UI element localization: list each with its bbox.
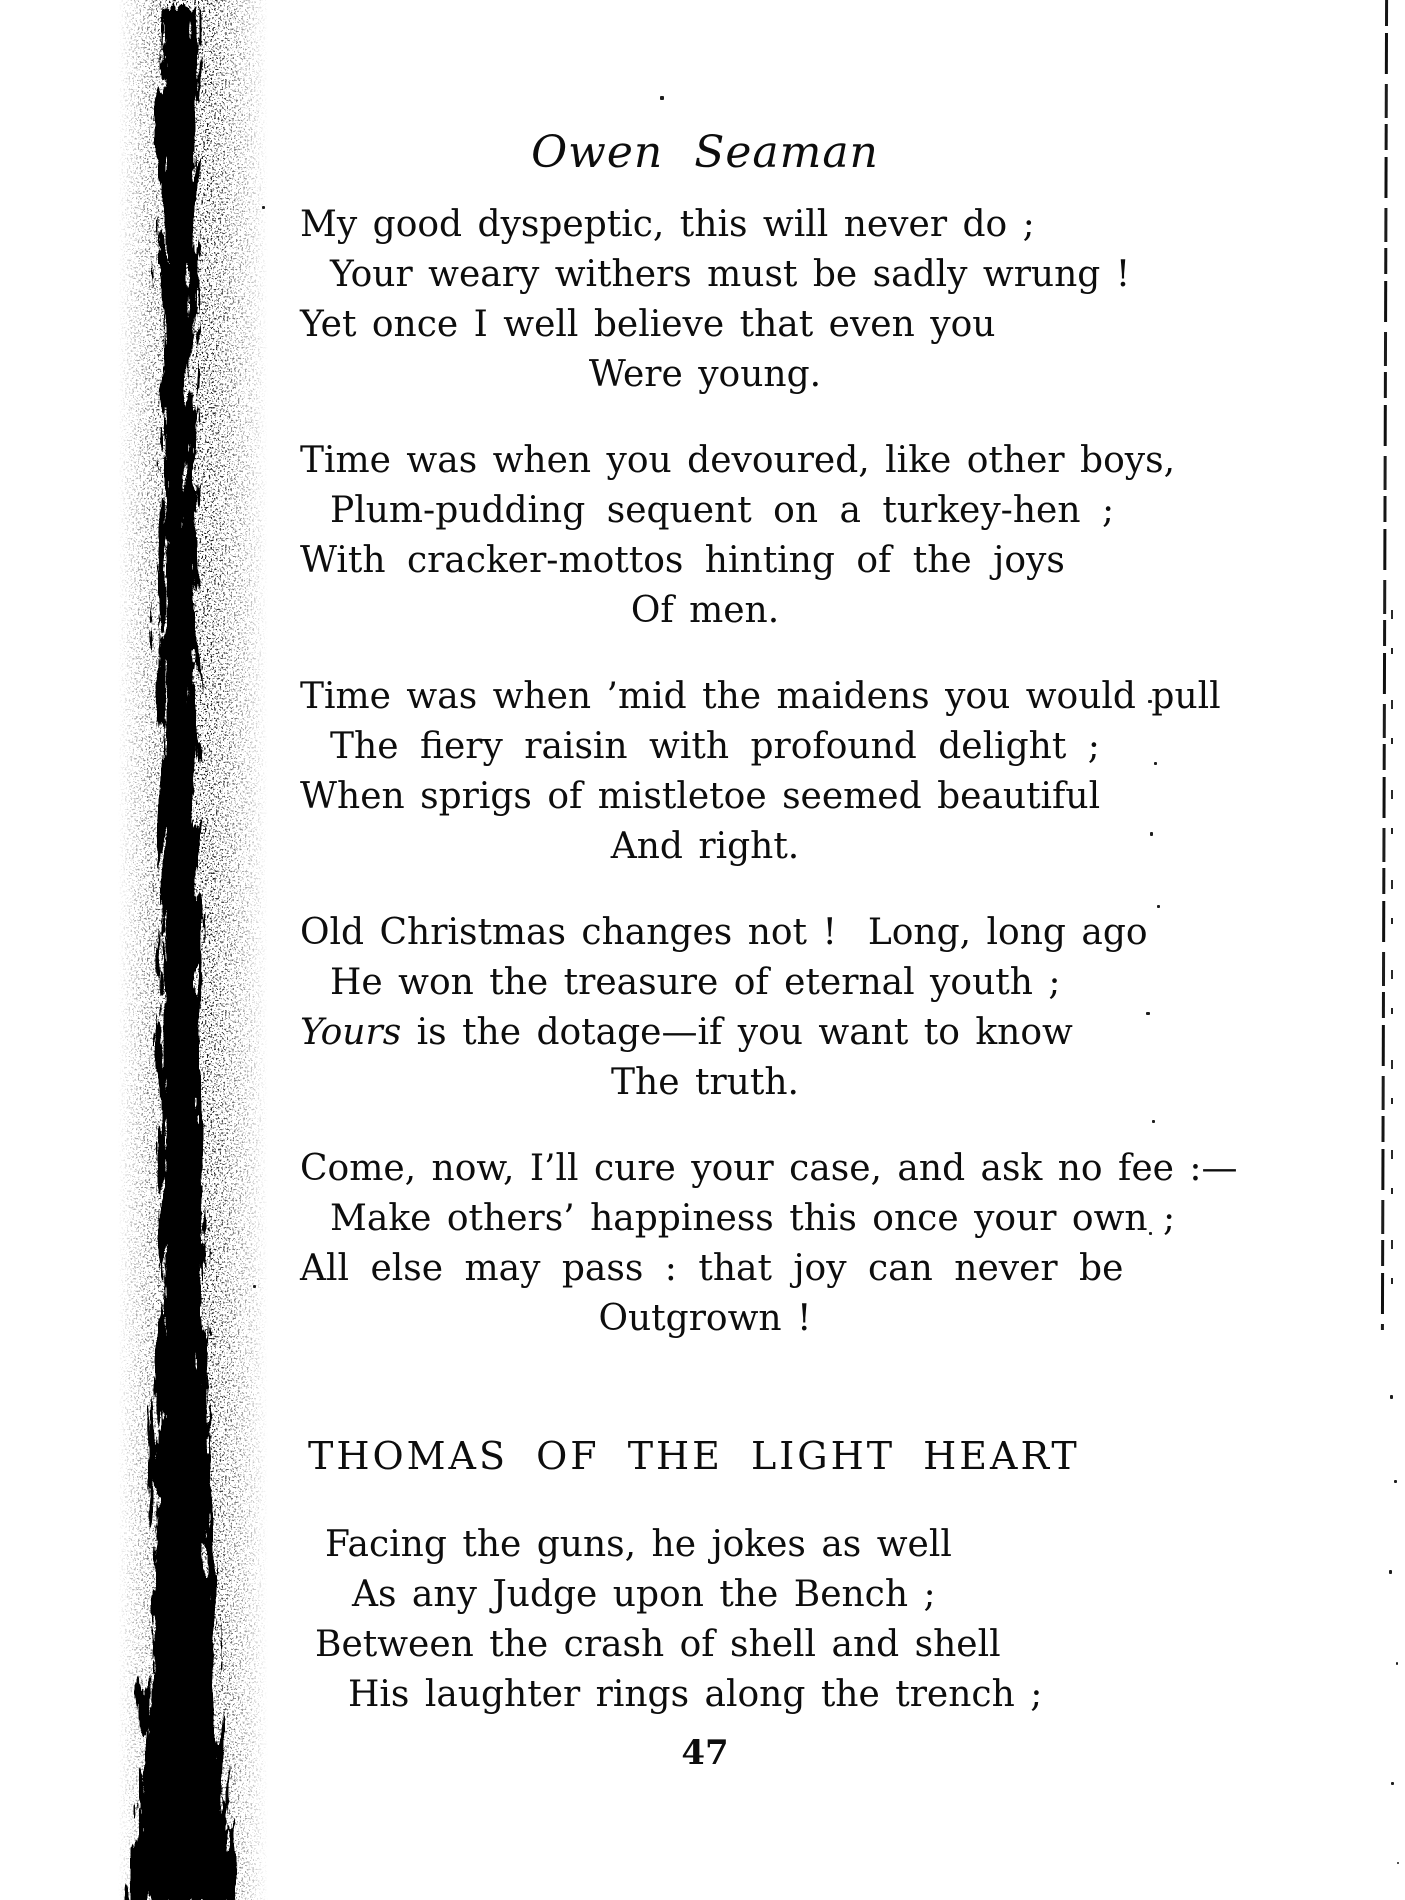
poem-line: Make others’ happiness this once your own ; — [330, 1198, 1176, 1239]
text-column — [300, 125, 1238, 1778]
poem-line: All else may pass : that joy can never be — [300, 1248, 1124, 1289]
italic-word: Yours — [300, 1012, 402, 1053]
poem-line: Come, now, I’ll cure your case, and ask no fee :— — [300, 1148, 1238, 1189]
poem-line: Outgrown ! — [598, 1298, 812, 1339]
poem-line: Your weary withers must be sadly wrung ! — [330, 254, 1131, 295]
poem-line: The fiery raisin with profound delight ; — [330, 726, 1100, 767]
poem-line: And right. — [610, 826, 800, 867]
stanza — [300, 200, 1180, 400]
poem-line: Between the crash of shell and shell — [315, 1624, 1001, 1665]
ink-speck — [660, 96, 664, 100]
poem-line: As any Judge upon the Bench ; — [352, 1574, 936, 1615]
poem-title: THOMAS OF THE LIGHT HEART — [308, 1434, 1080, 1478]
ink-speck — [1394, 1480, 1397, 1483]
poem-line: He won the treasure of eternal youth ; — [330, 962, 1061, 1003]
poem-line: Yet once I well believe that even you — [300, 304, 996, 345]
stanza — [300, 1520, 1180, 1720]
ink-speck — [1396, 1662, 1398, 1665]
stanza — [300, 436, 1180, 636]
poem-line: With cracker-mottos hinting of the joys — [300, 540, 1065, 581]
poem-line: His laughter rings along the trench ; — [348, 1674, 1043, 1715]
poem-first — [300, 200, 1238, 1344]
line-remainder: is the dotage—if you want to know — [401, 1012, 1073, 1053]
ink-speck — [262, 206, 265, 209]
ink-speck — [1389, 1570, 1392, 1574]
page-edge-line-secondary — [1391, 610, 1393, 1320]
page-edge-line — [1381, 0, 1388, 1330]
poem-line: Time was when ’mid the maidens you would pull — [300, 676, 1221, 717]
poem-line: Facing the guns, he jokes as well — [325, 1524, 952, 1565]
stanza — [300, 1144, 1238, 1344]
poem-line: Of men. — [630, 590, 780, 631]
poem-line: When sprigs of mistletoe seemed beautiful — [300, 776, 1101, 817]
poem-line: Plum-pudding sequent on a turkey-hen ; — [330, 490, 1115, 531]
running-header: Owen Seaman — [531, 127, 879, 178]
stanza — [300, 672, 1221, 872]
ink-speck — [1397, 1862, 1399, 1864]
page-number: 47 — [681, 1733, 729, 1773]
ink-speck — [1390, 1395, 1393, 1399]
poem-line: Time was when you devoured, like other boys, — [300, 440, 1176, 481]
ink-speck — [1391, 1782, 1394, 1785]
poem-line: Old Christmas changes not ! Long, long ago — [300, 912, 1148, 953]
stanza — [300, 908, 1180, 1108]
poem-line — [300, 1008, 1180, 1058]
poem-line: Were young. — [588, 354, 822, 395]
poem-line: My good dyspeptic, this will never do ; — [300, 204, 1035, 245]
ink-speck — [253, 1285, 256, 1288]
poem-line: The truth. — [611, 1062, 799, 1103]
